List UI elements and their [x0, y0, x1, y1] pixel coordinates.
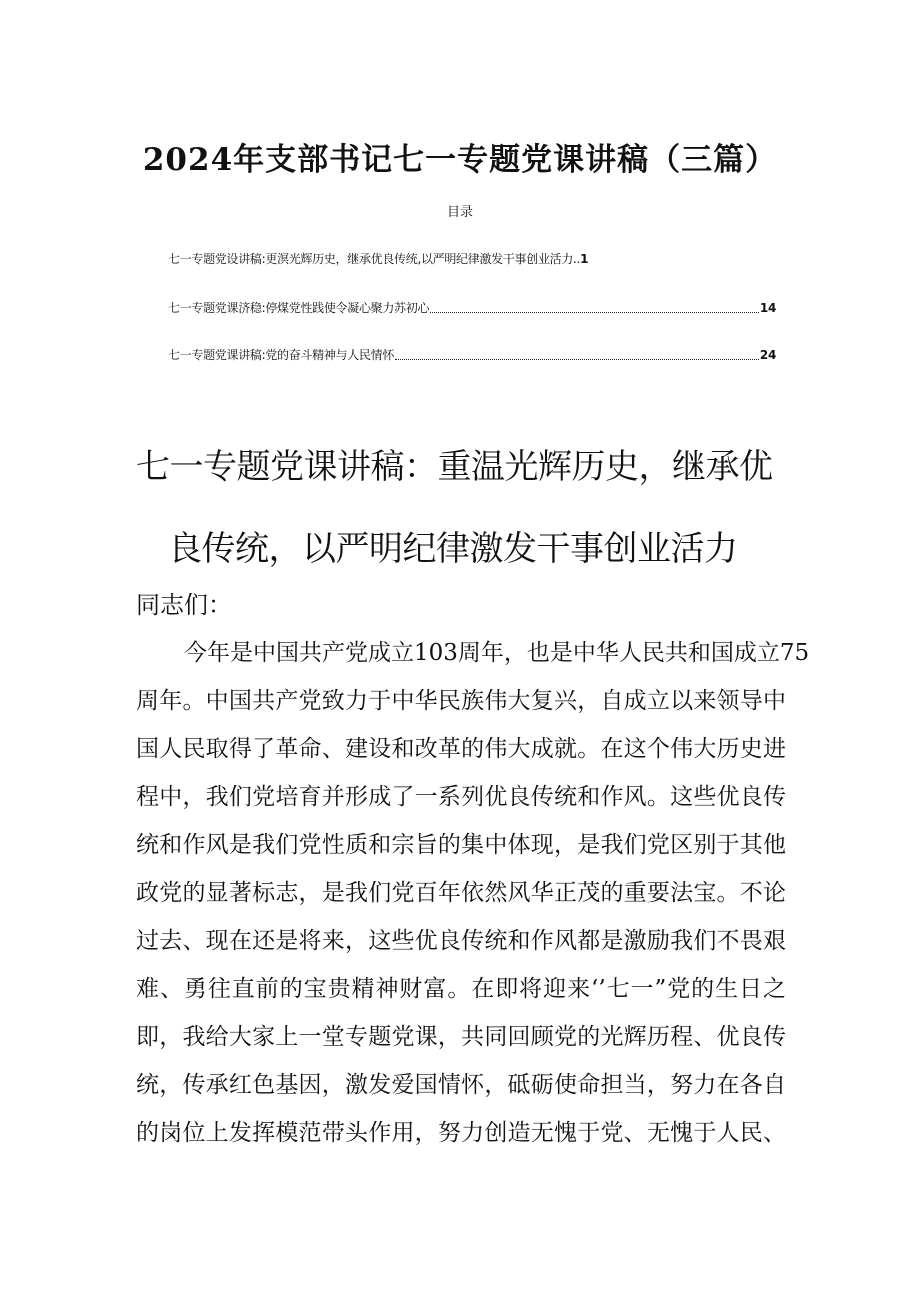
toc-entry[interactable] — [168, 344, 776, 364]
toc-entry-page: 14 — [759, 301, 776, 315]
toc-entry-text: 七一专题党课讲稿:党的奋斗精神与人民情怀 — [168, 348, 395, 362]
toc-entry-page: 1 — [580, 252, 589, 266]
body-text-line: 的岗位上发挥模范带头作用，努力创造无愧于党、无愧于人民、 — [136, 1120, 786, 1146]
toc-heading: 目录 — [446, 205, 473, 220]
body-text-line: 统，传承红色基因，激发爱国情怀，砥砺使命担当，努力在各自 — [136, 1072, 786, 1098]
body-text-line: 即，我给大家上一堂专题党课，共同回顾党的光辉历程、优良传 — [136, 1024, 786, 1050]
document-title: 2024年支部书记七一专题党课讲稿（三篇） — [142, 142, 778, 178]
toc-entry[interactable] — [168, 297, 776, 317]
section-heading-line: 七一专题党课讲稿：重温光辉历史，继承优 — [136, 447, 773, 487]
body-text-line: 周年。中国共产党致力于中华民族伟大复兴，自成立以来领导中 — [136, 688, 786, 714]
section-heading-line: 良传统，以严明纪律激发干事创业活力 — [168, 529, 738, 569]
body-text-line: 过去、现在还是将来，这些优良传统和作风都是激励我们不畏艰 — [136, 928, 786, 954]
body-text-line: 统和作风是我们党性质和宗旨的集中体现，是我们党区别于其他 — [136, 832, 786, 858]
toc-leader-dots — [430, 311, 759, 313]
body-text-line: 国人民取得了革命、建设和改革的伟大成就。在这个伟大历史进 — [136, 736, 786, 762]
body-text-line: 程中，我们党培育并形成了一系列优良传统和作风。这些优良传 — [136, 784, 786, 810]
body-text-line: 难、勇往直前的宝贵精神财富。在即将迎来‘’七一”党的生日之 — [136, 976, 786, 1002]
toc-entry[interactable] — [168, 248, 776, 268]
body-text-line: 今年是中国共产党成立103周年，也是中华人民共和国成立75 — [184, 640, 810, 666]
toc-entry-text: 七一专题党设讲稿:更溟光辉历史，继承优良传统,以严明纪律激发干事创业活力.. — [168, 252, 581, 266]
salutation: 同志们： — [136, 591, 232, 619]
toc-entry-text: 七一专题党课济稳:停煤党性践使令凝心聚力苏初心 — [168, 301, 430, 315]
body-text-line: 政党的显著标志，是我们党百年依然风华正茂的重要法宝。不论 — [136, 880, 786, 906]
toc-entry-page: 24 — [759, 348, 776, 362]
toc-leader-dots — [395, 358, 759, 360]
